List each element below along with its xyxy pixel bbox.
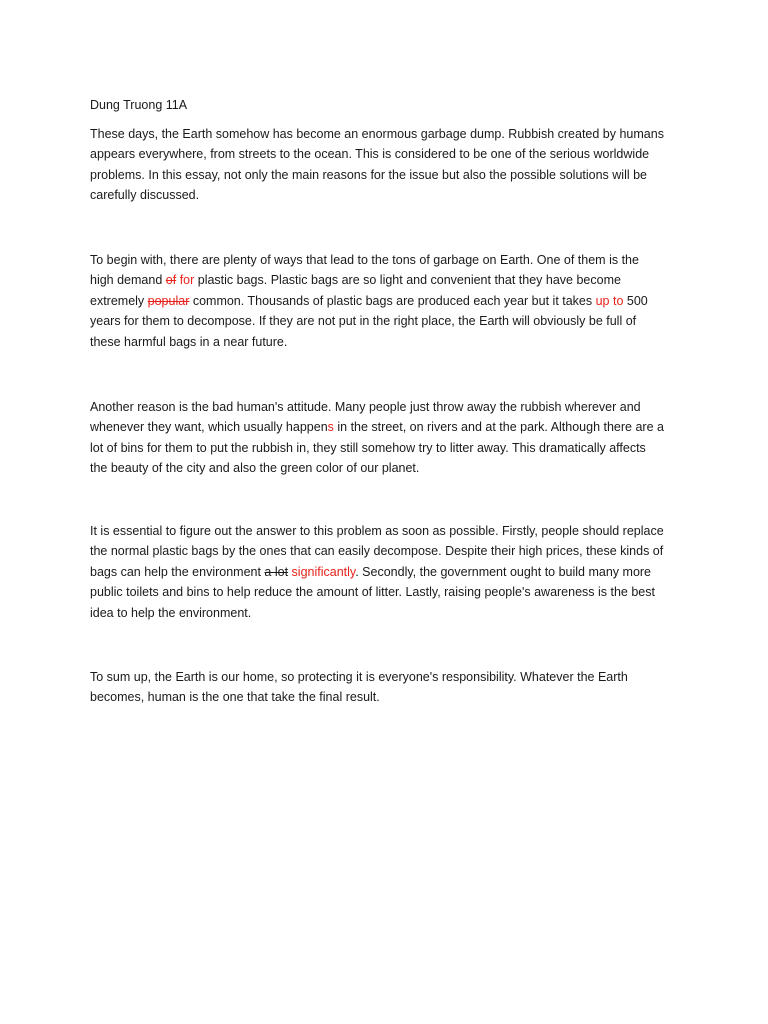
- text-line: To begin with, there are plenty of ways that lead to the tons of garbage on Earth. One of them is the: [90, 253, 639, 267]
- text-run: in the street, on rivers and at the park. Although there are a: [333, 420, 664, 435]
- text-line: problems. In this essay, not only the main reasons for the issue but also the possible solutions will be: [90, 167, 648, 182]
- deleted-word: of: [165, 273, 177, 288]
- text-line: the beauty of the city and also the green color of our planet.: [90, 461, 420, 476]
- text-line: Another reason is the bad human's attitude. Many people just throw away the rubbish wherever and: [90, 400, 641, 414]
- text-line: carefully discussed.: [90, 188, 200, 203]
- text-line: These days, the Earth somehow has become an enormous garbage dump. Rubbish created by humans: [90, 127, 664, 141]
- text-line: lot of bins for them to put the rubbish in, they still somehow try to litter away. This dramatically affects: [90, 440, 646, 455]
- paragraph-conclusion: [90, 667, 690, 708]
- deleted-word: a lot: [264, 564, 289, 579]
- text-line: [90, 291, 690, 311]
- text-line: public toilets and bins to help reduce the amount of litter. Lastly, raising people's awareness is the best: [90, 585, 655, 600]
- text-line: the normal plastic bags by the ones that can easily decompose. Despite their high prices, these kinds of: [90, 544, 664, 559]
- text-line: [90, 417, 690, 437]
- deleted-word: popular: [147, 293, 190, 308]
- text-line: [90, 270, 690, 290]
- text-run: common. Thousands of plastic bags are produced each year but it takes: [189, 293, 596, 308]
- inserted-letter: s: [327, 420, 334, 435]
- author-line: Dung Truong 11A: [90, 98, 188, 112]
- text-run: 500: [626, 293, 648, 308]
- text-line: idea to help the environment.: [90, 605, 252, 620]
- inserted-word: for: [179, 273, 195, 288]
- inserted-word: significantly: [291, 564, 356, 579]
- text-line: these harmful bags in a near future.: [90, 334, 288, 349]
- text-line: [90, 562, 690, 582]
- text-line: To sum up, the Earth is our home, so protecting it is everyone's responsibility. Whatever the Earth: [90, 670, 628, 684]
- text-run: . Secondly, the government ought to build many more: [355, 564, 652, 579]
- paragraph-solutions: [90, 521, 690, 623]
- text-run: plastic bags. Plastic bags are so light and convenient that they have become: [194, 273, 621, 288]
- text-line: years for them to decompose. If they are not put in the right place, the Earth will obviously be full of: [90, 314, 637, 329]
- text-run: whenever they want, which usually happen: [90, 420, 328, 435]
- text-run: high demand: [90, 273, 166, 288]
- text-line: appears everywhere, from streets to the ocean. This is considered to be one of the serious worldwide: [90, 147, 650, 162]
- text-run: extremely: [90, 293, 148, 308]
- inserted-word: up to: [595, 293, 627, 308]
- text-run: bags can help the environment: [90, 564, 265, 579]
- text-line: becomes, human is the one that take the final result.: [90, 690, 380, 705]
- text-line: It is essential to figure out the answer to this problem as soon as possible. Firstly, people should replace: [90, 524, 664, 538]
- paragraph-reason-1: [90, 250, 690, 352]
- paragraph-intro: [90, 124, 690, 206]
- paragraph-reason-2: [90, 397, 690, 479]
